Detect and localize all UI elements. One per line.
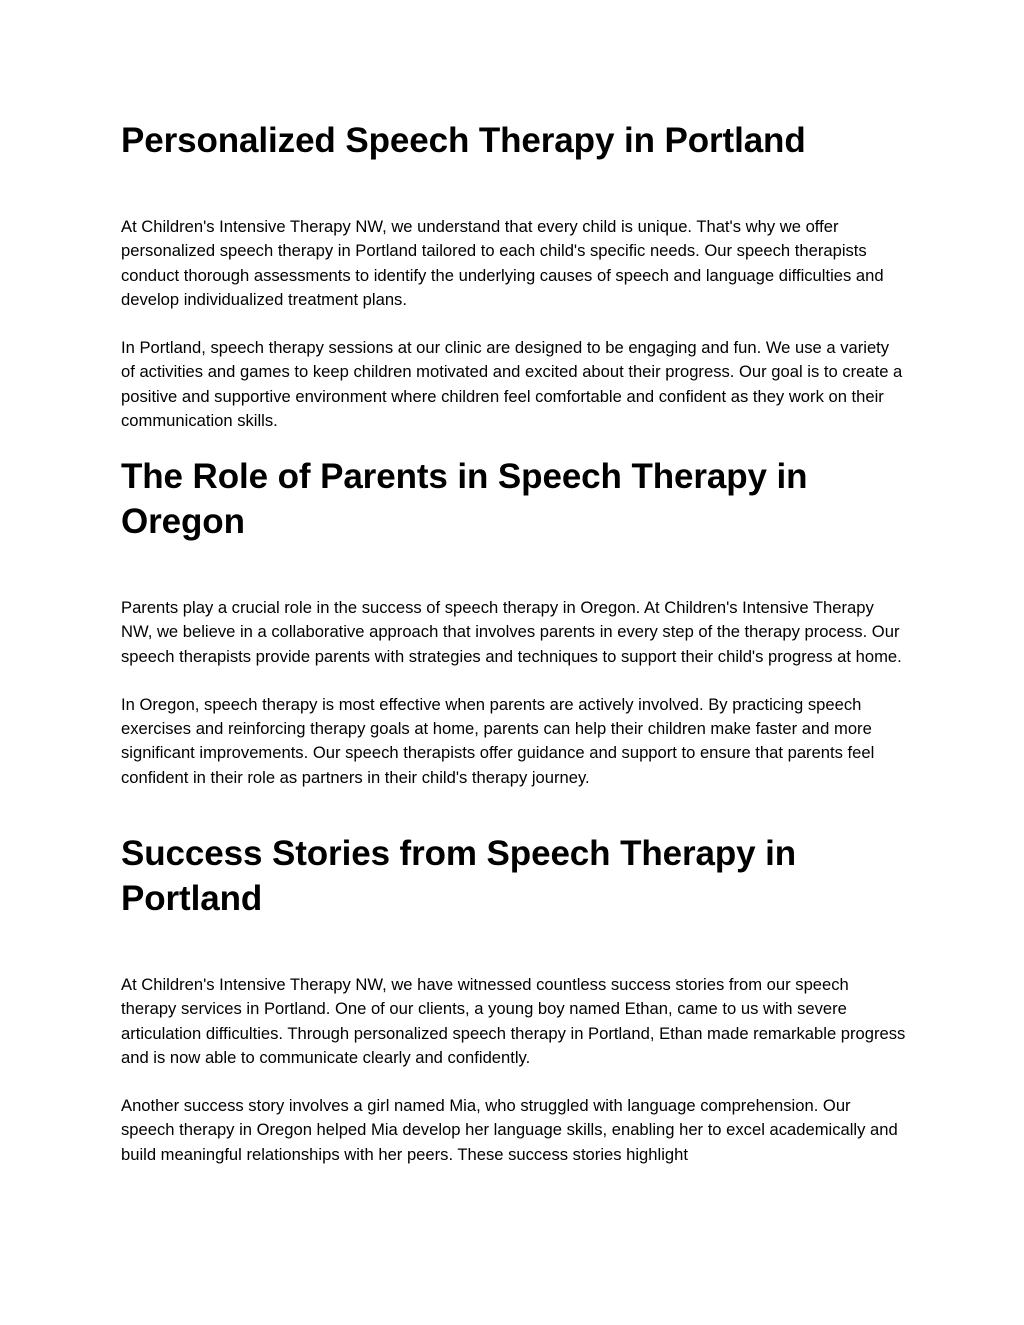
section-paragraph: At Children's Intensive Therapy NW, we understand that every child is unique. That's why we offer personalized speech therapy in Portland tailored to each child's specific needs. Our speech therapists conduct thorough assessments to identify the underlying causes of speech and language difficulties and develop individualized treatment plans.	[121, 217, 884, 309]
section-heading: Success Stories from Speech Therapy in Portland	[121, 834, 797, 918]
section-paragraph: In Portland, speech therapy sessions at our clinic are designed to be engaging and fun. We use a variety of activities and games to keep children motivated and excited about their progress. Our goal is to create a positive and supportive environment where children feel comfortable and confident as they work on their communication skills.	[121, 338, 903, 431]
section-personalized-speech-therapy	[121, 118, 911, 433]
section-heading: Personalized Speech Therapy in Portland	[121, 121, 806, 160]
section-paragraph: Parents play a crucial role in the success of speech therapy in Oregon. At Children's Intensive Therapy NW, we believe in a collaborative approach that involves parents in every step of the therapy process. Our speech therapists provide parents with strategies and techniques to support their child's progress at home.	[121, 598, 902, 666]
section-success-stories	[121, 831, 911, 1167]
section-heading: The Role of Parents in Speech Therapy in Oregon	[121, 457, 808, 541]
section-paragraph: Another success story involves a girl named Mia, who struggled with language comprehension. Our speech therapy in Oregon helped Mia develop her language skills, enabling her to excel academically and build meaningful relationships with her peers. These success stories highlight	[121, 1096, 898, 1164]
section-paragraph: At Children's Intensive Therapy NW, we have witnessed countless success stories from our speech therapy services in Portland. One of our clients, a young boy named Ethan, came to us with severe articulation difficulties. Through personalized speech therapy in Portland, Ethan made remarkable progress and is now able to communicate clearly and confidently.	[121, 975, 906, 1067]
section-paragraph: In Oregon, speech therapy is most effective when parents are actively involved. By practicing speech exercises and reinforcing therapy goals at home, parents can help their children make faster and more significant improvements. Our speech therapists offer guidance and support to ensure that parents feel confident in their role as partners in their child's therapy journey.	[121, 694, 875, 787]
section-role-of-parents	[121, 454, 911, 790]
